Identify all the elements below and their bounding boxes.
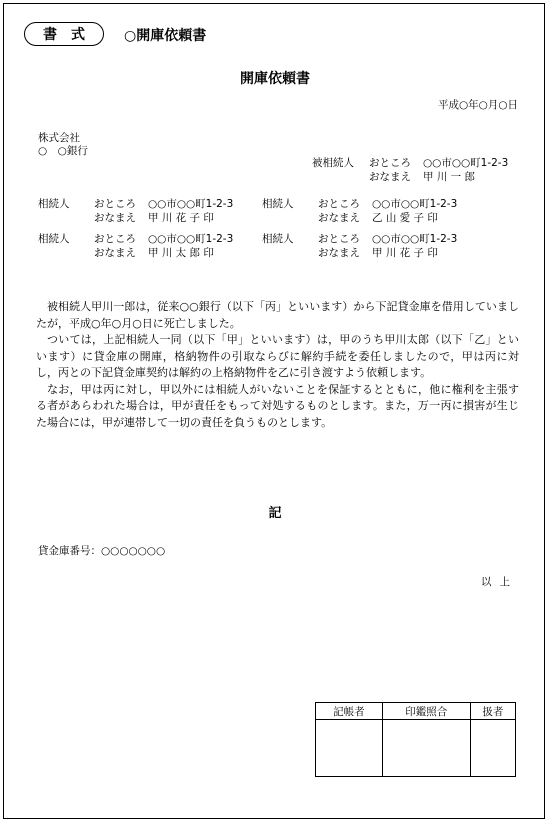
heir-name-key: おなまえ	[94, 212, 136, 224]
stamp-header-handler: 扱者	[470, 703, 515, 720]
document-title: 開庫依頼書	[240, 71, 310, 87]
paragraph: ついては，上記相続人一同（以下「甲」といいます）は，甲のうち甲川太郎（以下「乙」といいます）に貸金庫の開庫，格納物件の引取ならびに解約手続を委任しましたので，甲は丙に対し，丙との下記貸金庫契約は解約の上格納物件を乙に引き渡すよう依頼します。	[36, 333, 519, 379]
stamp-header-recorder: 記帳者	[316, 703, 383, 720]
stamp-cell-recorder	[316, 720, 383, 777]
heir-address-key: おところ	[318, 198, 360, 210]
heir-row	[38, 232, 518, 260]
heir-name: 甲 川 花 子 印	[148, 212, 214, 224]
heir-name: 甲 川 花 子 印	[372, 247, 438, 259]
document-date: 平成○年○月○日	[438, 99, 518, 111]
heir-role: 相続人	[38, 198, 70, 210]
deceased-name-key: おなまえ	[369, 171, 411, 183]
heir-name: 乙 山 愛 子 印	[372, 212, 438, 224]
recipient-line1: 株式会社	[38, 132, 80, 144]
heir-address: ○○市○○町1-2-3	[372, 198, 458, 210]
paragraph: 被相続人甲川一郎は，従来○○銀行（以下「丙」といいます）から下記貸金庫を借用していましたが，平成○年○月○日に死亡しました。	[36, 300, 519, 330]
stamp-header-seal-check: 印鑑照合	[382, 703, 470, 720]
deceased-address-key: おところ	[369, 157, 411, 169]
ki-heading: 記	[268, 506, 282, 521]
stamp-cell-handler	[470, 720, 515, 777]
heir-address: ○○市○○町1-2-3	[372, 233, 458, 245]
heirs-block	[38, 197, 518, 267]
deceased-role: 被相続人	[312, 157, 354, 169]
form-heading: ○開庫依頼書	[124, 28, 207, 44]
heir-name-key: おなまえ	[94, 247, 136, 259]
heir-role: 相続人	[262, 198, 294, 210]
heir-entry	[38, 232, 262, 260]
heir-address-key: おところ	[318, 233, 360, 245]
heir-address-key: おところ	[94, 233, 136, 245]
heir-address: ○○市○○町1-2-3	[148, 198, 234, 210]
heir-name-key: おなまえ	[318, 247, 360, 259]
stamp-cell-seal-check	[382, 720, 470, 777]
heir-role: 相続人	[38, 233, 70, 245]
deceased-address: ○○市○○町1-2-3	[423, 157, 509, 169]
recipient-block	[38, 132, 88, 158]
heir-role: 相続人	[262, 233, 294, 245]
heir-entry	[262, 232, 518, 260]
heir-row	[38, 197, 518, 225]
closing-mark: 以上	[481, 576, 518, 588]
paragraph: なお，甲は丙に対し，甲以外には相続人がいないことを保証するとともに，他に権利を主張する者があらわれた場合は，甲が責任をもって対処するものとします。また，万一丙に損害が生じた場合には，甲が連帯して一切の責任を負うものとします。	[36, 382, 519, 429]
heir-name-key: おなまえ	[318, 212, 360, 224]
deceased-name: 甲 川 一 郎	[423, 171, 476, 183]
heir-address: ○○市○○町1-2-3	[148, 233, 234, 245]
body-text	[36, 299, 519, 431]
vault-number: 貸金庫番号：○○○○○○○	[38, 545, 166, 557]
stamp-table	[315, 702, 516, 777]
recipient-line2: ○ ○銀行	[38, 145, 88, 157]
heir-address-key: おところ	[94, 198, 136, 210]
heir-name: 甲 川 太 郎 印	[148, 247, 214, 259]
deceased-block	[312, 156, 508, 184]
heir-entry	[262, 197, 518, 225]
heir-entry	[38, 197, 262, 225]
format-badge: 書式	[24, 22, 104, 46]
